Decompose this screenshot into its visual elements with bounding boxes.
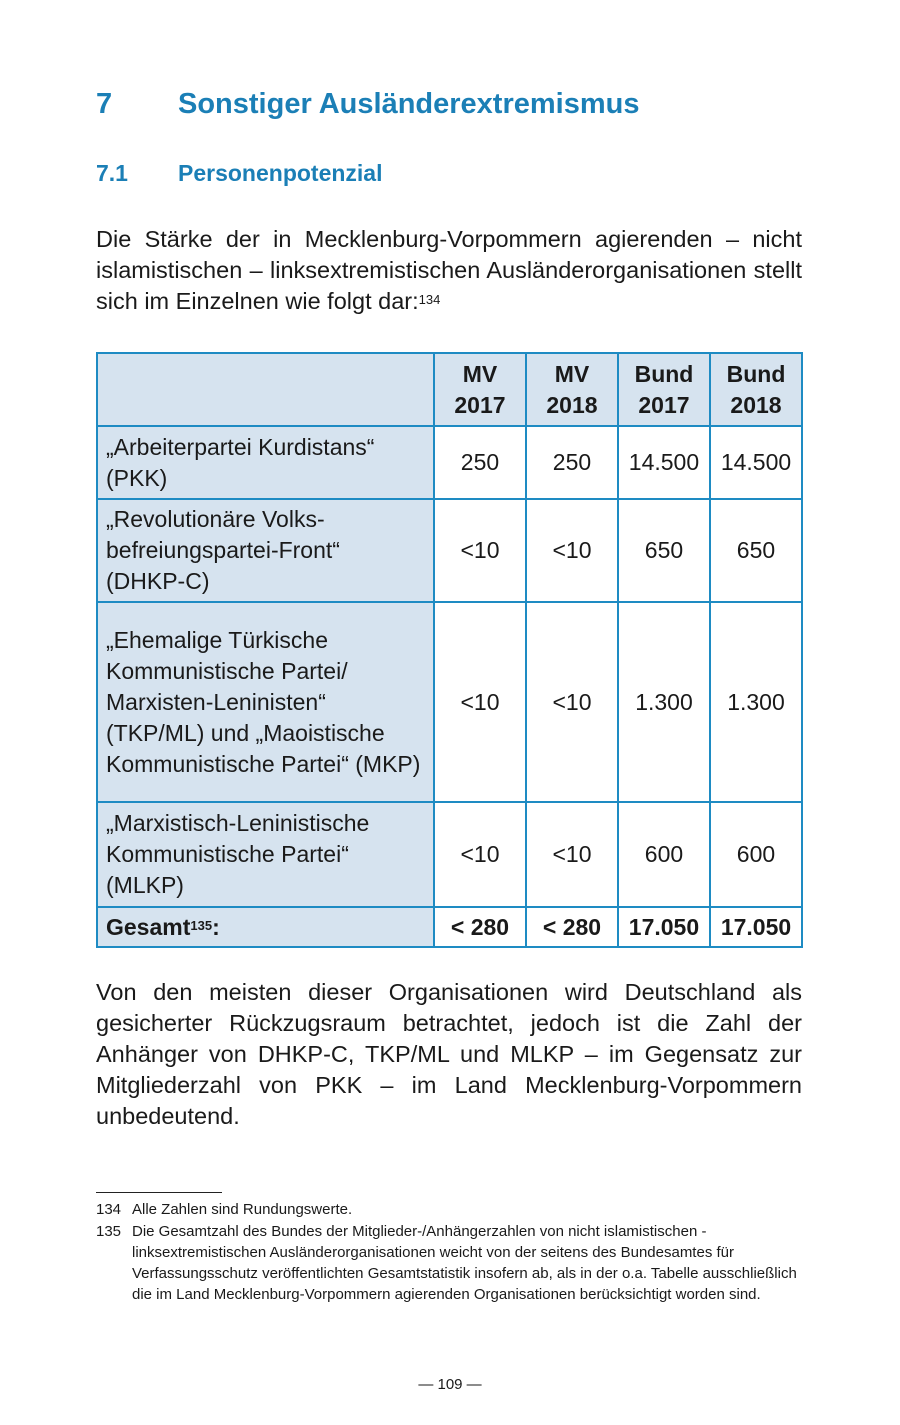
chapter-number: 7 <box>96 88 113 120</box>
org-name: „Ehemalige Türkische Kommunistische Partei/ Marxisten-Leninisten“ (TKP/ML) und „Maoistische Kommunistische Partei“ (MKP) <box>97 602 434 802</box>
org-name: „Marxistisch-Leninistische Kommunistische Partei“ (MLKP) <box>97 802 434 907</box>
value-cell: 14.500 <box>710 426 802 499</box>
footnote-text: Alle Zahlen sind Rundungswerte. <box>132 1201 353 1218</box>
total-cell: < 280 <box>526 907 618 947</box>
footnote-number: 134 <box>96 1201 122 1218</box>
section-heading <box>96 160 382 187</box>
org-name: „Arbeiterpartei Kurdistans“ (PKK) <box>97 426 434 499</box>
table-row <box>97 602 802 802</box>
org-name: „Revolutionäre Volks-befreiungspartei-Front“ (DHKP-C) <box>97 499 434 602</box>
total-label-text: Gesamt <box>106 913 191 940</box>
value-cell: 1.300 <box>618 602 710 802</box>
footnote-ref: 135 <box>190 917 213 933</box>
value-cell: 650 <box>618 499 710 602</box>
header-empty <box>97 353 434 426</box>
value-cell: <10 <box>526 499 618 602</box>
section-number: 7.1 <box>96 160 128 186</box>
value-cell: <10 <box>526 602 618 802</box>
value-cell: <10 <box>434 499 526 602</box>
value-cell: 1.300 <box>710 602 802 802</box>
footnote-134 <box>96 1199 806 1220</box>
total-cell: < 280 <box>434 907 526 947</box>
intro-paragraph <box>96 224 802 317</box>
total-cell: 17.050 <box>618 907 710 947</box>
header-cell: MV 2017 <box>434 353 526 426</box>
value-cell: <10 <box>526 802 618 907</box>
section-title: Personenpotenzial <box>178 160 383 186</box>
total-colon: : <box>212 913 220 940</box>
footnote-ref: 134 <box>418 292 441 307</box>
table-row <box>97 499 802 602</box>
table-header-row <box>97 353 802 426</box>
header-cell: MV 2018 <box>526 353 618 426</box>
table-row <box>97 802 802 907</box>
intro-text: Die Stärke der in Mecklenburg-Vorpommern agierenden – nicht islamistischen – linksextremistischen Ausländerorganisationen stellt sich im Einzelnen wie folgt dar: <box>96 226 802 314</box>
value-cell: 650 <box>710 499 802 602</box>
chapter-heading <box>96 88 639 121</box>
value-cell: <10 <box>434 802 526 907</box>
conclusion-paragraph: Von den meisten dieser Organisationen wird Deutschland als gesicherter Rückzugsraum betrachtet, jedoch ist die Zahl der Anhänger von DHKP-C, TKP/ML und MLKP – im Gegensatz zur Mitgliederzahl von PKK – im Land Mecklenburg-Vorpommern unbedeutend. <box>96 979 802 1129</box>
value-cell: 250 <box>526 426 618 499</box>
value-cell: 250 <box>434 426 526 499</box>
footnote-number: 135 <box>96 1223 122 1240</box>
value-cell: 14.500 <box>618 426 710 499</box>
header-cell: Bund 2017 <box>618 353 710 426</box>
page-number: — 109 — <box>418 1376 482 1393</box>
footnote-text: Die Gesamtzahl des Bundes der Mitglieder-/Anhängerzahlen von nicht islamistischen - linksextremistischen Ausländerorganisationen weicht von der seitens des Bundesamtes für Verfassungsschutz veröffentlichten Gesamtstatistik insofern ab, als in der o.a. Tabelle ausschließlich die im Land Mecklenburg-Vorpommern agierenden Organisationen berücksichtigt worden sind. <box>132 1223 797 1303</box>
total-cell: 17.050 <box>710 907 802 947</box>
footnote-135 <box>96 1221 806 1305</box>
footnote-divider <box>96 1192 222 1193</box>
table-row <box>97 426 802 499</box>
value-cell: <10 <box>434 602 526 802</box>
header-cell: Bund 2018 <box>710 353 802 426</box>
chapter-title: Sonstiger Ausländerextremismus <box>178 88 640 120</box>
total-label <box>97 907 434 947</box>
value-cell: 600 <box>618 802 710 907</box>
value-cell: 600 <box>710 802 802 907</box>
person-potential-table <box>96 352 803 948</box>
table-total-row <box>97 907 802 947</box>
